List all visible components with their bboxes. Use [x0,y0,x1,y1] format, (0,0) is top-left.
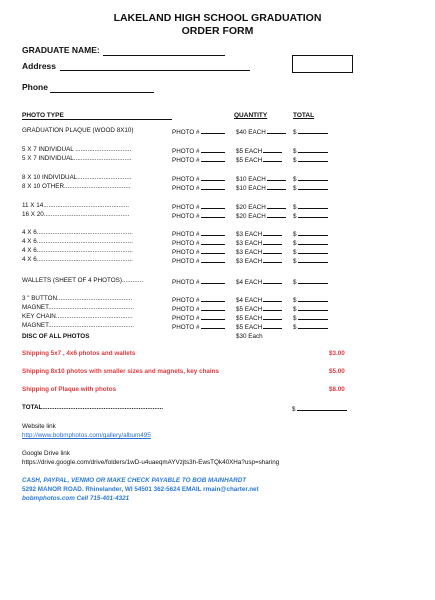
price-label: $4 EACH [236,279,263,286]
photo-label: PHOTO # [172,176,200,183]
dollar-sign: $ [293,157,297,164]
price-qty-cell [236,277,282,286]
line-total-field[interactable] [298,256,328,263]
row-name: 4 X 6....................................................... [22,256,133,263]
quantity-field[interactable] [263,155,282,162]
photo-label: PHOTO # [172,213,200,220]
price-label: $5 EACH [236,157,263,164]
row-name: 4 X 6....................................................... [22,238,133,245]
dollar-sign: $ [293,249,297,256]
dollar-sign: $ [293,148,297,155]
shipping-2-text: Shipping 8x10 photos with smaller sizes and magnets, key chains [22,368,220,375]
total-header: TOTAL [293,112,315,119]
dollar-sign: $ [293,204,297,211]
website-link[interactable]: http://www.bobmphotos.com/gallery/album495 [22,432,151,439]
line-total-field[interactable] [298,277,328,284]
quantity-field[interactable] [263,304,282,311]
drive-label: Google Drive link [22,450,70,457]
price-qty-cell [236,146,282,155]
row-name: 16 X 20................................................. [22,211,130,218]
quantity-field[interactable] [263,313,282,320]
quantity-field[interactable] [263,229,282,236]
row-name: MAGNET................................................. [22,322,134,329]
photo-type-header: PHOTO TYPE [22,112,172,120]
photo-number-field[interactable] [201,238,225,245]
total-cell [293,211,328,220]
web-cell-info: bobmphotos.com Cell 715-401-4321 [22,495,130,502]
price-label: $5 EACH [236,148,263,155]
address-field[interactable] [60,70,250,71]
price-qty-cell [236,295,282,304]
line-total-field[interactable] [298,146,328,153]
total-cell [293,202,328,211]
line-total-field[interactable] [298,174,328,181]
price-label: $3 EACH [236,258,263,265]
shipping-3-price: $8.00 [329,386,345,393]
row-name: GRADUATION PLAQUE (WOOD 8X10) [22,127,134,134]
price-label: $3 EACH [236,231,263,238]
photo-number-field[interactable] [201,256,225,263]
photo-number-field[interactable] [201,277,225,284]
photo-number-field[interactable] [201,304,225,311]
quantity-field[interactable] [267,174,286,181]
website-label: Website link [22,423,56,430]
total-cell [293,127,328,136]
price-qty-cell [236,229,282,238]
photo-number-cell [172,247,225,256]
total-cell [293,183,328,192]
row-name: 11 X 14................................................. [22,202,129,209]
disc-name: DISC OF ALL PHOTOS [22,333,90,340]
dollar-sign: $ [293,231,297,238]
photo-label: PHOTO # [172,231,200,238]
price-label: $4 EACH [236,297,263,304]
quantity-field[interactable] [267,211,286,218]
price-qty-cell [236,155,282,164]
graduate-name-field[interactable] [103,55,225,56]
quantity-field[interactable] [263,322,282,329]
dollar-sign: $ [293,129,297,136]
quantity-header: QUANTITY [234,112,268,119]
dollar-sign: $ [293,279,297,286]
total-cell [293,174,328,183]
shipping-2-price: $5.00 [329,368,345,375]
photo-number-cell [172,304,225,313]
photo-number-field[interactable] [201,247,225,254]
photo-label: PHOTO # [172,279,200,286]
photo-number-field[interactable] [201,295,225,302]
photo-number-cell [172,155,225,164]
total-cell [293,238,328,247]
graduate-name-label: GRADUATE NAME: [22,45,100,55]
form-subtitle: ORDER FORM [181,25,254,37]
total-cell [293,304,328,313]
total-cell [293,247,328,256]
row-name: 4 X 6....................................................... [22,229,133,236]
line-total-field[interactable] [298,211,328,218]
price-label: $5 EACH [236,306,263,313]
price-qty-cell [236,247,282,256]
dollar-sign: $ [293,306,297,313]
price-label: $20 EACH [236,204,266,211]
price-qty-cell [236,211,286,220]
row-name: 5 X 7 INDIVIDUAL................................. [22,155,132,162]
line-total-field[interactable] [298,155,328,162]
total-cell [293,146,328,155]
photo-number-cell [172,313,225,322]
phone-label: Phone [22,82,48,92]
photo-number-field[interactable] [201,313,225,320]
photo-number-cell [172,229,225,238]
payment-info: CASH, PAYPAL, VENMO OR MAKE CHECK PAYABLE TO BOB MAINHARDT [22,477,247,484]
dollar-sign: $ [293,240,297,247]
photo-label: PHOTO # [172,185,200,192]
photo-number-cell [172,211,225,220]
photo-number-cell [172,277,225,286]
phone-field[interactable] [50,92,154,93]
price-label: $10 EACH [236,185,266,192]
price-label: $20 EACH [236,213,266,220]
photo-number-cell [172,238,225,247]
photo-number-cell [172,127,225,136]
line-total-field[interactable] [298,313,328,320]
photo-label: PHOTO # [172,297,200,304]
photo-number-field[interactable] [201,229,225,236]
photo-number-field[interactable] [201,155,225,162]
line-total-field[interactable] [298,202,328,209]
line-total-field[interactable] [298,183,328,190]
drive-link[interactable]: https://drive.google.com/drive/folders/1wD-u4uaeqmAYVzjts3h-EwsTQk40XHa?usp=sharing [22,459,280,466]
line-total-field[interactable] [298,247,328,254]
price-qty-cell [236,304,282,313]
quantity-field[interactable] [263,295,282,302]
quantity-field[interactable] [263,238,282,245]
row-name: 4 X 6....................................................... [22,247,133,254]
photo-label: PHOTO # [172,240,200,247]
photo-number-cell [172,174,225,183]
photo-number-cell [172,183,225,192]
quantity-field[interactable] [267,202,286,209]
photo-number-cell [172,256,225,265]
quantity-field[interactable] [263,256,282,263]
total-label: TOTAL..................................................................... [22,404,164,411]
line-total-field[interactable] [298,304,328,311]
price-label: $3 EACH [236,240,263,247]
photo-number-cell [172,322,225,331]
photo-label: PHOTO # [172,148,200,155]
quantity-field[interactable] [263,277,282,284]
line-total-field[interactable] [298,229,328,236]
row-name: KEY CHAIN............................................ [22,313,133,320]
total-cell [293,155,328,164]
price-qty-cell [236,238,282,247]
quantity-field[interactable] [263,247,282,254]
price-qty-cell [236,313,282,322]
price-qty-cell [236,322,282,331]
line-total-field[interactable] [298,127,328,134]
disc-price: $30 Each [236,333,263,340]
dollar-sign: $ [293,185,297,192]
form-title: LAKELAND HIGH SCHOOL GRADUATION [113,12,322,24]
photo-label: PHOTO # [172,129,200,136]
total-cell [293,295,328,304]
photo-label: PHOTO # [172,315,200,322]
shipping-3-text: Shipping of Plaque with photos [22,386,117,393]
dollar-sign: $ [293,176,297,183]
row-name: 8 X 10 INDIVIDUAL............................... [22,174,132,181]
photo-number-cell [172,295,225,304]
row-name: 8 X 10 OTHER...................................... [22,183,131,190]
row-name: 3 " BUTTON........................................... [22,295,133,302]
total-cell [293,229,328,238]
address-label: Address [22,61,57,71]
photo-label: PHOTO # [172,258,200,265]
shipping-1-price: $3.00 [329,350,345,357]
shipping-1-text: Shipping 5x7 , 4x6 photos and wallets [22,350,136,357]
row-name: MAGNET................................................. [22,304,134,311]
photo-label: PHOTO # [172,204,200,211]
quantity-field[interactable] [263,146,282,153]
price-qty-cell [236,183,286,192]
quantity-field[interactable] [267,183,286,190]
dollar-sign: $ [293,213,297,220]
total-cell [293,256,328,265]
price-label: $3 EACH [236,249,263,256]
photo-label: PHOTO # [172,157,200,164]
price-label: $5 EACH [236,324,263,331]
price-label: $5 EACH [236,315,263,322]
photo-number-field[interactable] [201,183,225,190]
dollar-sign: $ [293,258,297,265]
photo-number-field[interactable] [201,127,225,134]
price-qty-cell [236,202,286,211]
dollar-sign: $ [293,297,297,304]
photo-number-field[interactable] [201,174,225,181]
row-name: 5 X 7 INDIVIDUAL ................................ [22,146,132,153]
total-cell [293,277,328,286]
total-cell [293,322,328,331]
photo-number-field[interactable] [201,211,225,218]
price-label: $10 EACH [236,176,266,183]
price-qty-cell [236,174,286,183]
quantity-field[interactable] [267,127,286,134]
total-dollar [292,404,347,413]
id-box[interactable] [292,55,353,73]
line-total-field[interactable] [298,295,328,302]
photo-number-cell [172,146,225,155]
photo-number-field[interactable] [201,322,225,329]
line-total-field[interactable] [298,322,328,329]
dollar-sign: $ [293,315,297,322]
photo-number-field[interactable] [201,202,225,209]
photo-number-field[interactable] [201,146,225,153]
grand-total-field[interactable] [297,404,347,411]
photo-label: PHOTO # [172,306,200,313]
price-qty-cell [236,256,282,265]
price-qty-cell [236,127,286,136]
photo-label: PHOTO # [172,324,200,331]
line-total-field[interactable] [298,238,328,245]
address-info: 5292 MANOR ROAD. Rhinelander, WI 54501 362-5624 EMAIL rmain@charter.net [22,486,259,493]
photo-number-cell [172,202,225,211]
photo-label: PHOTO # [172,249,200,256]
price-label: $40 EACH [236,129,266,136]
dollar-sign: $ [293,324,297,331]
row-name: WALLETS (SHEET OF 4 PHOTOS)............ [22,277,143,284]
total-cell [293,313,328,322]
total-dollar-sign: $ [292,406,296,413]
